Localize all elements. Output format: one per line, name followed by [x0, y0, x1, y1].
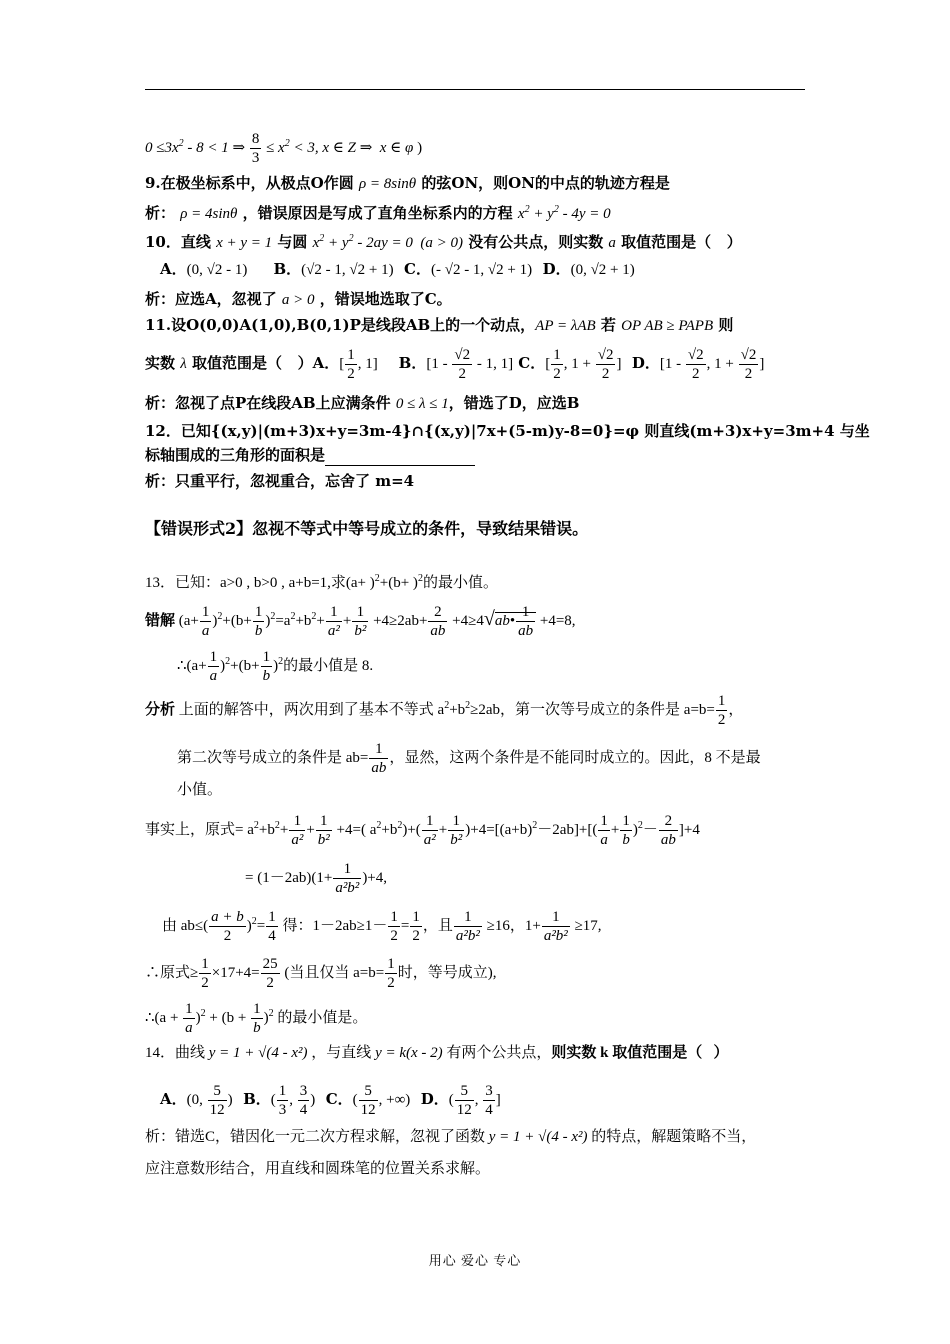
page-footer: 用心 爱心 专心 — [428, 1253, 522, 1268]
text-line-4: 10．直线 x + y = 1 与圆 $x^2 + y^2 - 2ay = 0$ (a > 0) 没有公共点，则实数 a 取值范围是（ ） — [145, 233, 742, 251]
text-line-2: 9.在极坐标系中，从极点O作圆 ρ = 8sinθ 的弦ON，则ON的中点的轨迹方程是 — [145, 174, 670, 192]
text-line-18: 第二次等号成立的条件是 ab= $\frac{1}{ab}$ ，显然，这两个条件是不能同时成立的。因此，8 不是最 — [177, 741, 761, 776]
text-line-27: 析：错选C，错因化一元二次方程求解，忽视了函数 y = 1 + √(4 - x²) 的特点，解题策略不当， — [145, 1129, 757, 1145]
text-line-21: = (1－2ab)(1+ $\frac{1}{\text{a²b²}}$ )+4, — [245, 861, 388, 896]
text-line-22: 由 ab≤( $\frac{a + b}{2}$ )$^2$= $\frac{1}{4}$ 得：1－2ab≥1－ $\frac{1}{2}$ = $\frac{1}{2}$ ，且 $\frac{1}{\text{a²b²}}$ ≥16，1+ $\frac{1}{\text{a²b²}}$ ≥17, — [162, 909, 602, 944]
text-line-1: $0 \le 3x^2 - 8 < 1$ ⇒ $\frac{8}{3}$ ≤ $x^2 < 3$, x ∈ Z ⇒ x ∈ φ ) — [145, 131, 423, 166]
text-line-10: 12．已知{(x,y)|(m+3)x+y=3m-4}∩{(x,y)|7x+(5-m)y-8=0}=φ 则直线(m+3)x+y=3m+4 与坐 — [145, 422, 870, 440]
text-line-14: 13．已知：a>0 , b>0 , a+b=1,求$(a+ )^2+(b+ )^2$的最小值。 — [145, 573, 498, 591]
text-line-20: 事实上，原式= $a^2+b^2+$ $\frac{1}{\text{a²}}$ + $\frac{1}{\text{b²}}$ +4=( $a^2+b^2)+$( $\frac{1}{\text{a²}}$ + $\frac{1}{\text{b²}}$ )$+4=[(a+b)^2-2ab]+$[( $\frac{1}{a}$ + $\frac{1}{b}$ )$^2$－ $\frac{2}{ab}$ ]+4 — [145, 813, 700, 848]
text-line-12: 析：只重平行，忽视重合，忘舍了 m=4 — [145, 472, 415, 490]
text-line-16: ∴(a+ $\frac{1}{a}$ )$^2$+(b+ $\frac{1}{b}$ )$^2$的最小值是 8. — [177, 649, 374, 684]
text-line-17: 分析 上面的解答中，两次用到了基本不等式 $a^2+b^2\ge 2ab$，第一次等号成立的条件是 a=b= $\frac{1}{2}$ ， — [145, 693, 744, 728]
text-line-23: ∴原式≥ $\frac{1}{2}$ ×17+4= $\frac{25}{2}$ (当且仅当 a=b= $\frac{1}{2}$ 时，等号成立), — [145, 956, 497, 991]
header-rule — [145, 89, 805, 90]
text-line-15: 错解 (a+ $\frac{1}{a}$ )$^2$+(b+ $\frac{1}{b}$ )$^2=a^2+b^2+$ $\frac{1}{\text{a²}}$ + $\frac{1}{\text{b²}}$ +4≥2ab+ $\frac{2}{ab}$ +4≥4√ab• $\frac{1}{ab}$ +4=8, — [145, 604, 576, 639]
answer-blank — [325, 449, 475, 466]
text-line-24: ∴(a + $\frac{1}{a}$ )$^2$ + (b + $\frac{1}{b}$ )$^2$ 的最小值是。 — [145, 1001, 368, 1036]
text-line-26: A．(0, $\frac{5}{12}$ ) B．( $\frac{1}{3}$ , $\frac{3}{4}$ ) C．( $\frac{5}{12}$ , +∞) D．( $\frac{5}{12}$ , $\frac{3}{4}$ ] — [160, 1083, 501, 1118]
text-line-11: 标轴围成的三角形的面积是 — [145, 444, 813, 466]
text-line-3: 析： ρ = 4sinθ ，错误原因是写成了直角坐标系内的方程 $x^2 + y^2 - 4y = 0$ — [145, 204, 611, 222]
text-line-28: 应注意数形结合，用直线和圆珠笔的位置关系求解。 — [145, 1161, 491, 1177]
section-heading: 【错误形式2】忽视不等式中等号成立的条件，导致结果错误。 — [145, 519, 589, 538]
text-line-19: 小值。 — [177, 782, 223, 798]
text-line-25: 14．曲线 y = 1 + √(4 - x²) ，与直线 y = k(x - 2) 有两个公共点，则实数 k 取值范围是（ ） — [145, 1045, 729, 1061]
text-line-5: A．(0, √2 - 1) B．(√2 - 1, √2 + 1) C．(- √2 - 1, √2 + 1) D．(0, √2 + 1) — [160, 260, 635, 278]
text-line-7: 11.设O(0,0)A(1,0),B(0,1)P是线段AB上的一个动点，AP = λAB 若 OP AB ≥ PAPB 则 — [145, 316, 734, 334]
text-line-9: 析：忽视了点P在线段AB上应满条件 0 ≤ λ ≤ 1，错选了D，应选B — [145, 394, 580, 412]
text-line-6: 析：应选A，忽视了 a > 0 ，错误地选取了C。 — [145, 290, 452, 308]
text-line-8: 实数 λ 取值范围是（ ）A．[ $\frac{1}{2}$ , 1] B．[1 - $\frac{√2}{2}$ - 1, 1] C．[ $\frac{1}{2}$ , 1 + $\frac{√2}{2}$ ] D．[1 - $\frac{√2}{2}$ , 1 + $\frac{√2}{2}$ ] — [145, 347, 765, 382]
